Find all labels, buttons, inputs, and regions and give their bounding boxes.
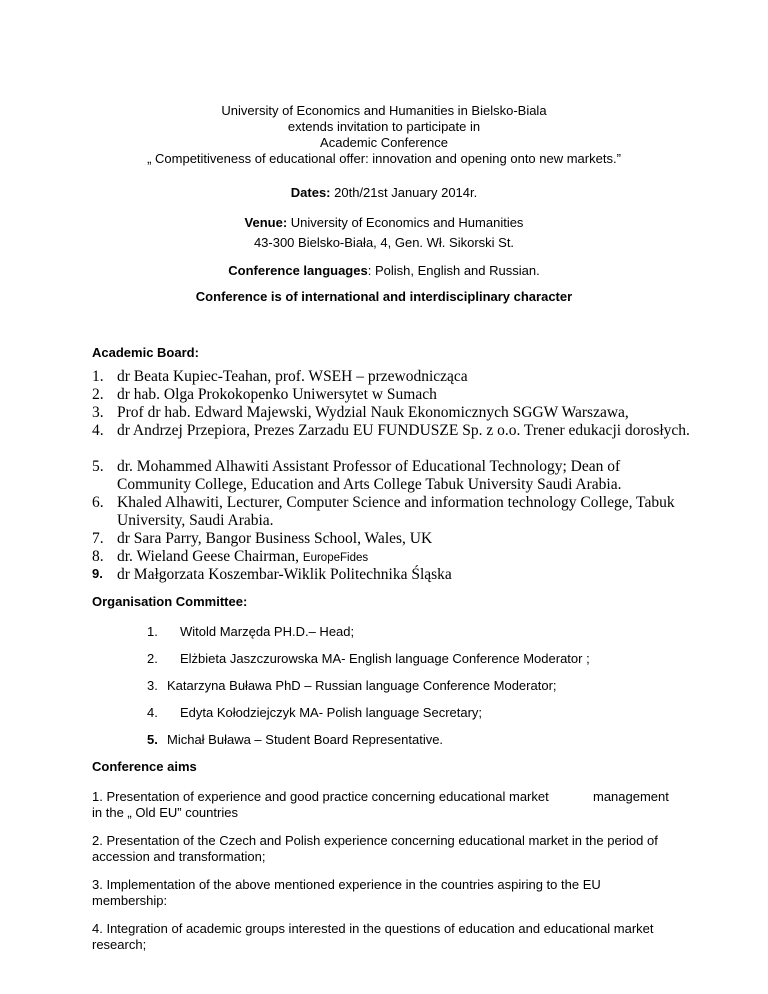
board-item-text: dr. Mohammed Alhawiti Assistant Professor of Educational Technology; Dean of Community College, Education and Arts College Tabuk University Saudi Arabia. — [117, 458, 622, 493]
committee-item-text: Witold Marzęda PH.D.– Head; — [180, 624, 355, 639]
board-item-number: 2. — [92, 386, 104, 403]
committee-item-text: Elżbieta Jaszczurowska MA- English language Conference Moderator ; — [180, 651, 590, 666]
board-item-number: 7. — [92, 530, 104, 547]
venue-line — [0, 215, 768, 231]
header-university: University of Economics and Humanities in Bielsko-Biala — [221, 103, 547, 118]
board-item-text: Khaled Alhawiti, Lecturer, Computer Science and information technology College, Tabuk University, Saudi Arabia. — [117, 494, 675, 529]
aim-1-line-2: in the „ Old EU” countries — [92, 805, 238, 820]
organisation-committee-heading — [92, 594, 247, 610]
aim-4-line-2: research; — [92, 937, 147, 952]
board-item-text: dr Sara Parry, Bangor Business School, Wales, UK — [117, 530, 433, 547]
europefides-text: EuropeFides — [302, 552, 369, 564]
board-item-text-main: dr. Wieland Geese Chairman, — [117, 548, 303, 565]
board-item-text: dr hab. Olga Prokokopenko Uniwersytet w Sumach — [117, 386, 437, 403]
board-item-number: 8. — [92, 548, 104, 565]
board-item-text: dr Małgorzata Koszembar-Wiklik Politechnika Śląska — [117, 566, 452, 583]
aim-2-line-2: accession and transformation; — [92, 849, 266, 864]
aim-3-line-1: 3. Implementation of the above mentioned experience in the countries aspiring to the EU — [92, 877, 601, 892]
header-conference: Academic Conference — [320, 135, 448, 150]
venue-label: Venue: — [244, 215, 288, 230]
academic-board-heading — [92, 345, 199, 361]
conference-aims-heading-text: Conference aims — [92, 759, 197, 774]
committee-item-number: 1. — [147, 624, 158, 639]
header-title: „ Competitiveness of educational offer: innovation and opening onto new markets.” — [147, 151, 621, 166]
dates-label: Dates: — [290, 185, 331, 200]
board-item-text — [117, 548, 697, 567]
committee-item-number: 3. — [147, 678, 158, 693]
aim-4-line-1: 4. Integration of academic groups interested in the questions of education and educational market — [92, 921, 654, 936]
languages-line — [0, 263, 768, 279]
board-item-text: dr Beata Kupiec-Teahan, prof. WSEH – przewodnicząca — [117, 368, 468, 385]
venue-value: University of Economics and Humanities — [287, 215, 524, 230]
committee-item-number: 4. — [147, 705, 158, 720]
aim-1-tail: management — [593, 789, 669, 804]
board-item-number: 9. — [92, 566, 103, 581]
organisation-committee-heading-text: Organisation Committee: — [92, 594, 248, 609]
committee-item-text: Michał Buława – Student Board Representative. — [167, 732, 444, 747]
board-item-number: 1. — [92, 368, 104, 385]
board-item-number: 5. — [92, 458, 104, 475]
committee-item-number: 2. — [147, 651, 158, 666]
dates-line — [0, 185, 768, 201]
character-text: Conference is of international and interdisciplinary character — [195, 289, 573, 304]
aim-2-line-1: 2. Presentation of the Czech and Polish experience concerning educational market in the period of — [92, 833, 658, 848]
academic-board-heading-text: Academic Board: — [92, 345, 199, 360]
committee-item-text: Edyta Kołodziejczyk MA- Polish language Secretary; — [180, 705, 483, 720]
languages-label: Conference languages — [228, 263, 368, 278]
board-item-text: dr Andrzej Przepiora, Prezes Zarzadu EU FUNDUSZE Sp. z o.o. Trener edukacji dorosłych. — [117, 422, 690, 439]
character-line — [0, 289, 768, 305]
address-line: 43-300 Bielsko-Biała, 4, Gen. Wł. Sikorski St. — [253, 235, 515, 250]
board-item-text: Prof dr hab. Edward Majewski, Wydzial Nauk Ekonomicznych SGGW Warszawa, — [117, 404, 629, 421]
aim-3-line-2: membership: — [92, 893, 168, 908]
board-item-number: 6. — [92, 494, 104, 511]
board-item-number: 4. — [92, 422, 104, 439]
aim-1-line-1: 1. Presentation of experience and good practice concerning educational market — [92, 789, 549, 804]
board-item-number: 3. — [92, 404, 104, 421]
committee-item-number: 5. — [147, 732, 158, 747]
header-invitation: extends invitation to participate in — [287, 119, 481, 134]
languages-value: : Polish, English and Russian. — [367, 263, 540, 278]
conference-aims-heading — [92, 759, 197, 775]
dates-value: 20th/21st January 2014r. — [330, 185, 478, 200]
committee-item-text: Katarzyna Buława PhD – Russian language Conference Moderator; — [167, 678, 557, 693]
